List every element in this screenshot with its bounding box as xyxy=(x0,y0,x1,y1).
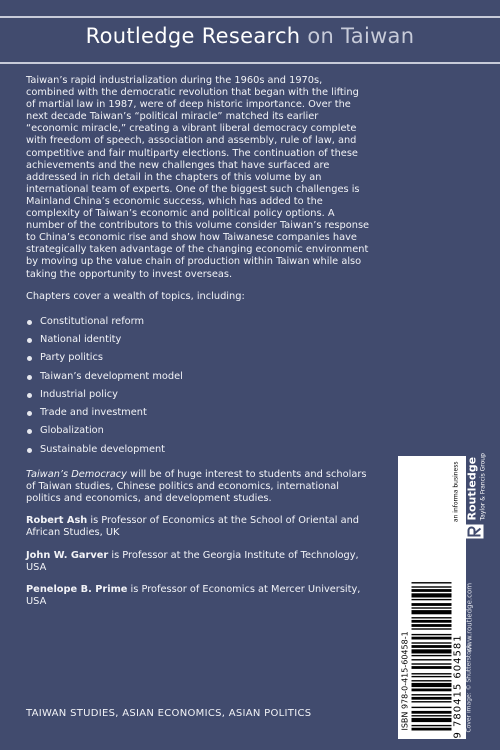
topic-item: Globalization xyxy=(26,422,371,440)
book-title: Taiwan’s Democracy xyxy=(26,469,127,481)
barcode-bars xyxy=(412,535,452,731)
author-name: Penelope B. Prime xyxy=(26,583,128,595)
banner-rule-top xyxy=(0,16,500,18)
author-affiliation: is Professor of Economics at Mercer University, USA xyxy=(26,583,361,607)
publisher-website[interactable]: www.routledge.com xyxy=(465,582,474,653)
topic-item: Trade and investment xyxy=(26,404,371,422)
topic-list xyxy=(26,313,371,459)
series-banner xyxy=(0,14,500,66)
series-title-accent: on Taiwan xyxy=(307,24,415,48)
topic-item: National identity xyxy=(26,331,371,349)
topic-item: Party politics xyxy=(26,349,371,367)
informa-tag: an informa business xyxy=(452,461,460,523)
publisher-name: Routledge xyxy=(465,456,479,521)
barcode-panel xyxy=(398,456,466,739)
author-bio xyxy=(26,515,371,539)
author-name: John W. Garver xyxy=(26,549,109,561)
publisher-rotated xyxy=(465,453,496,739)
cover-image-credit: Cover image: © Shutterstock xyxy=(465,644,473,733)
topic-item: Industrial policy xyxy=(26,386,371,404)
topic-item: Constitutional reform xyxy=(26,313,371,331)
blurb-paragraph: Taiwan’s rapid industrialization during the 1960s and 1970s, combined with the democratic revolution that began with the lifting of martial law in 1987, were of deep historic importance. Over the next decade Taiwan’s “political miracle” matched its earlier “economic miracle,” creating a vibrant liberal democracy complete with freedom of speech, association and assembly, rule of law, and competitive and fair multiparty elections. The continuation of these achievements and the new challenges that have surfaced are addressed in rich detail in the chapters of this volume by an international team of experts. One of the biggest such challenges is Mainland China’s economic success, which has added to the complexity of Taiwan’s economic and political policy options. A number of the contributors to this volume consider Taiwan’s response to China’s economic rise and show how Taiwanese companies have strategically taken advantage of the changing economic environment by moving up the value chain of production within Taiwan while also taking the opportunity to invest overseas. xyxy=(26,75,370,280)
publisher-column xyxy=(465,453,495,739)
chapters-intro: Chapters cover a wealth of topics, including: xyxy=(26,290,245,302)
publisher-group: Taylor & Francis Group xyxy=(479,453,487,521)
topic-item: Taiwan’s development model xyxy=(26,368,371,386)
audience-text: will be of huge interest to students and scholars of Taiwan studies, Chinese politics and economics, international politics and economics, and development studies. xyxy=(26,469,367,505)
audience-statement xyxy=(26,469,371,505)
back-cover-text xyxy=(26,75,371,618)
barcode-rotated xyxy=(399,456,467,739)
subject-categories: TAIWAN STUDIES, ASIAN ECONOMICS, ASIAN POLITICS xyxy=(26,708,312,719)
series-title-main: Routledge Research xyxy=(85,24,308,48)
isbn-label: ISBN 978-0-415-60458-1 xyxy=(400,631,410,731)
barcode-digits: 9 780415 604581 xyxy=(452,634,464,739)
topic-item: Sustainable development xyxy=(26,441,371,459)
series-title xyxy=(0,24,500,48)
author-name: Robert Ash xyxy=(26,515,88,527)
routledge-logo-icon xyxy=(466,525,484,539)
author-bio xyxy=(26,584,371,608)
author-affiliation: is Professor of Economics at the School of Oriental and African Studies, UK xyxy=(26,515,360,539)
author-bio xyxy=(26,550,371,574)
author-affiliation: is Professor at the Georgia Institute of Technology, USA xyxy=(26,549,359,573)
banner-rule-bottom xyxy=(0,62,500,64)
